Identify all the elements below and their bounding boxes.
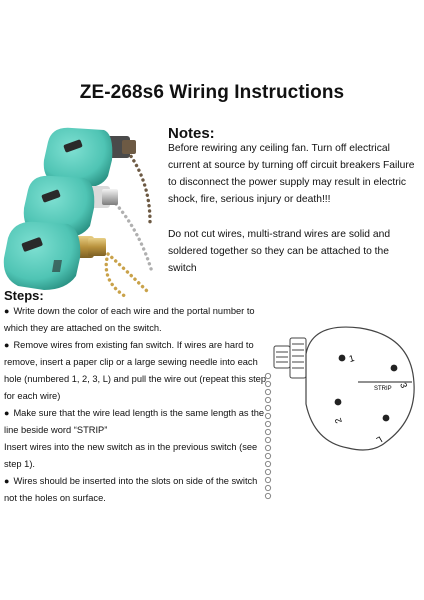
terminal-label-l: L: [374, 434, 384, 446]
switch-stem: [274, 338, 306, 378]
step-item: [4, 473, 266, 507]
terminal-label-3: 3: [398, 381, 410, 390]
terminal-label-1: 1: [347, 352, 356, 364]
notes-heading: Notes:: [168, 125, 215, 142]
switch-body: [306, 327, 414, 450]
step-text: Remove wires from existing fan switch. If wires are hard to remove, insert a paper clip or a large sewing needle into each hole (numbered 1, 2, 3, L) and pull the wire out (repeat this step for each wire): [4, 340, 267, 401]
steps-list: [4, 303, 266, 507]
step-text: Wires should be inserted into the slots on side of the switch not the holes on surface.: [4, 476, 258, 503]
step-item: [4, 439, 266, 473]
strip-label: STRIP: [374, 386, 392, 392]
bullet-icon: ●: [4, 408, 10, 418]
steps-heading: Steps:: [4, 288, 44, 303]
step-item: [4, 405, 266, 439]
terminal-label-2: 2: [332, 416, 344, 425]
step-text: Write down the color of each wire and the portal number to which they are attached on the switch.: [4, 306, 255, 333]
pull-chain: [265, 373, 270, 498]
switch-product-photo: [0, 112, 168, 304]
bullet-icon: ●: [4, 340, 10, 350]
step-text: Make sure that the wire lead length is the same length as the line beside word “STRIP”: [4, 408, 265, 435]
page-title: ZE-268s6 Wiring Instructions: [79, 82, 345, 103]
step-item: [4, 303, 266, 337]
bullet-icon: ●: [4, 306, 10, 316]
step-text: Insert wires into the new switch as in the previous switch (see step 1).: [4, 442, 258, 469]
switch-wiring-diagram: [262, 324, 422, 520]
bullet-icon: ●: [4, 476, 10, 486]
notes-warning-text: Before rewiring any ceiling fan. Turn off electrical current at source by turning off circuit breakers Failure to disconnect the power supply may result in electric shock, fire, serious injury or death!!!: [168, 143, 415, 205]
step-item: [4, 337, 266, 405]
notes-wire-text: Do not cut wires, multi-strand wires are solid and soldered together so they can be attached to the switch: [168, 229, 391, 274]
